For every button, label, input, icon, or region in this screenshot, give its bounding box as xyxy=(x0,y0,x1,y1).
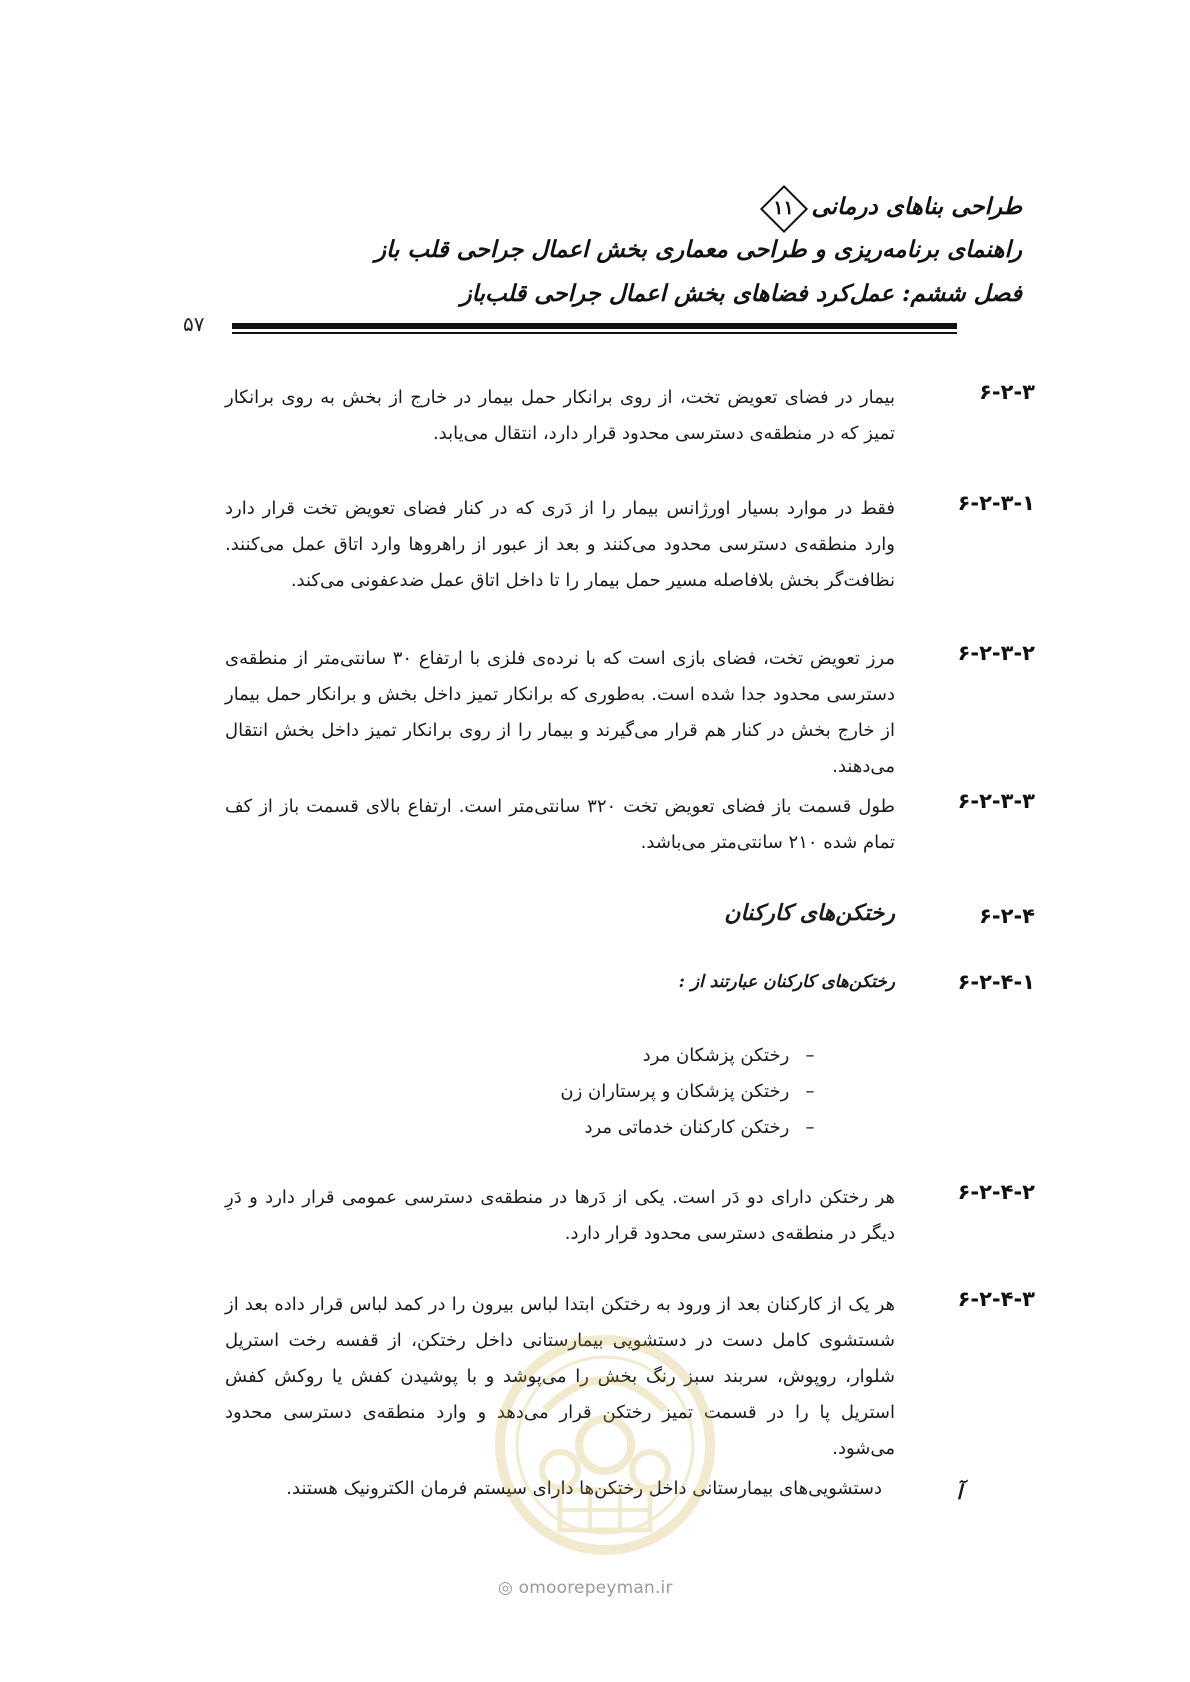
item-code: ۶-۲-۳-۳ xyxy=(957,789,1035,813)
list-item xyxy=(560,1038,825,1074)
list-item xyxy=(225,641,1035,777)
bullet-dash: – xyxy=(805,1081,815,1102)
list-item xyxy=(225,491,1035,607)
bullet-text: رختکن کارکنان خدماتی مرد xyxy=(584,1117,790,1138)
item-text: طول قسمت باز فضای تعویض تخت ۳۲۰ سانتی‌متر است. ارتفاع بالای قسمت باز از کف تمام شده ۲۱۰ سانتی‌متر می‌باشد. xyxy=(225,796,895,853)
list-item xyxy=(225,1180,1035,1260)
watermark-url-text: omoorepeyman.ir xyxy=(518,1578,673,1598)
list-item xyxy=(225,380,1035,460)
subsection-title: رختکن‌های کارکنان عبارتند از : xyxy=(678,972,895,992)
item-text: فقط در موارد بسیار اورژانس بیمار را از دَری که در کنار فضای تعویض تخت قرار دارد وارد منطقه‌ی دسترسی محدود می‌کنند و بعد از عبور از راهروها وارد اتاق عمل می‌کنند. نظافت‌گر بخش بلافاصله مسیر حمل بیمار را تا داخل اتاق عمل ضدعفونی می‌کند. xyxy=(225,498,895,591)
bullet-text: رختکن پزشکان و پرستاران زن xyxy=(560,1081,790,1102)
header-rule-thick xyxy=(232,323,957,329)
header-series-title xyxy=(759,188,1022,228)
list-item xyxy=(225,1287,1035,1459)
watermark-url-icon: ◎ xyxy=(498,1578,514,1598)
header-rule-thin xyxy=(232,332,957,334)
subsection-heading xyxy=(225,970,1035,1006)
item-text: مرز تعویض تخت، فضای بازی است که با نرده‌ی فلزی با ارتفاع ۳۰ سانتی‌متر از منطقه‌ی دسترسی محدود جدا شده است. به‌طوری که برانکار تمیز داخل بخش و برانکار حمل بیمار از خارج بخش در کنار هم قرار می‌گیرند و بیمار را از روی برانکار تمیز داخل بخش انتقال می‌دهند. xyxy=(225,648,895,777)
list-item xyxy=(560,1074,825,1110)
header-guide-title: راهنمای برنامه‌ریزی و طراحی معماری بخش اعمال جراحی قلب باز xyxy=(374,236,1022,263)
item-code: ۶-۲-۳-۱ xyxy=(957,491,1035,515)
item-code: ۶-۲-۳-۲ xyxy=(957,641,1035,665)
item-code: ۶-۲-۴-۲ xyxy=(957,1180,1035,1204)
note-mark: آ xyxy=(956,1480,962,1504)
bullet-text: رختکن پزشکان مرد xyxy=(642,1045,790,1066)
item-text: هر رختکن دارای دو دَر است. یکی از دَرها در منطقه‌ی دسترسی عمومی قرار دارد و دَرِ دیگر در منطقه‌ی دسترسی محدود قرار دارد. xyxy=(225,1187,895,1244)
subsection-code: ۶-۲-۴-۱ xyxy=(957,970,1035,994)
section-heading xyxy=(225,900,1035,944)
item-code: ۶-۲-۴-۳ xyxy=(957,1287,1035,1311)
watermark-url xyxy=(498,1578,673,1598)
staff-changing-rooms-list xyxy=(560,1038,825,1146)
series-number: ۱۱ xyxy=(773,197,794,219)
header-chapter-title: فصل ششم: عمل‌کرد فضاهای بخش اعمال جراحی قلب‌باز xyxy=(460,280,1022,307)
list-item xyxy=(225,789,1035,869)
item-text: بیمار در فضای تعویض تخت، از روی برانکار حمل بیمار در خارج از بخش به روی برانکار تمیز که در منطقه‌ی دسترسی محدود قرار دارد، انتقال می‌یابد. xyxy=(225,387,895,444)
list-item xyxy=(560,1110,825,1146)
header-line1-text: طراحی بناهای درمانی xyxy=(811,193,1022,220)
section-code: ۶-۲-۴ xyxy=(979,904,1035,928)
bullet-dash: – xyxy=(805,1117,815,1138)
item-code: ۶-۲-۳ xyxy=(979,380,1035,404)
series-number-badge xyxy=(763,188,803,228)
item-text: هر یک از کارکنان بعد از ورود به رختکن ابتدا لباس بیرون را در کمد لباس قرار داده بعد از شستشوی کامل دست در دستشویی بیمارستانی داخل رختکن، از قفسه رخت استریل شلوار، روپوش، سربند سبز رنگ بخش را می‌پوشد و با پوشیدن کفش یا روکش کفش استریل پا را در قسمت تمیز رختکن قرار می‌دهد و وارد منطقه‌ی دسترسی محدود می‌شود. xyxy=(225,1294,895,1459)
page-number: ۵۷ xyxy=(183,312,205,336)
note-text: دستشویی‌های بیمارستانی داخل رختکن‌ها دارای سیستم فرمان الکترونیک هستند. xyxy=(286,1478,882,1499)
bullet-dash: – xyxy=(805,1045,815,1066)
section-title: رختکن‌های کارکنان xyxy=(724,900,895,926)
